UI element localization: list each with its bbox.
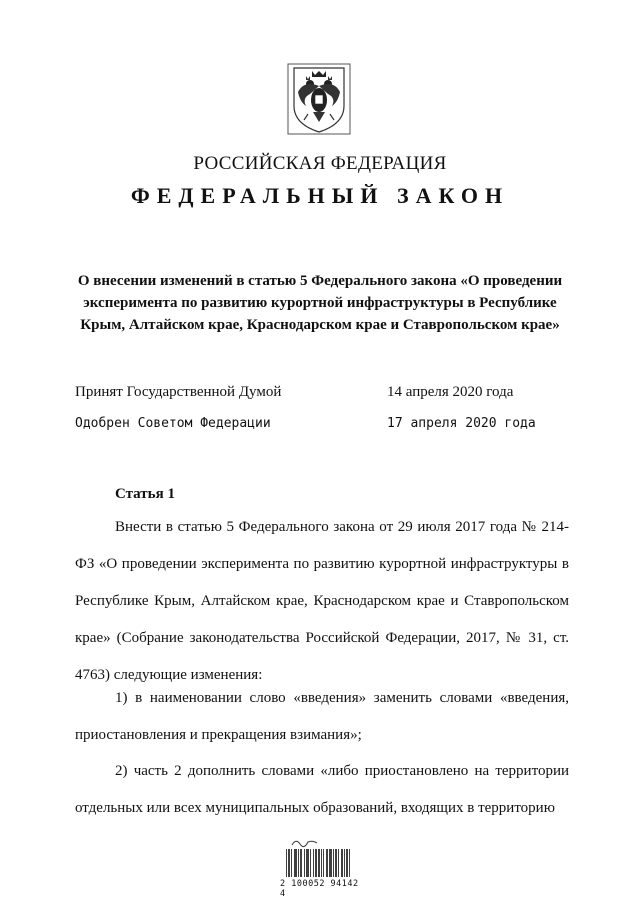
country-name: РОССИЙСКАЯ ФЕДЕРАЦИЯ [193,153,447,174]
document-type: ФЕДЕРАЛЬНЫЙ ЗАКОН [130,183,510,208]
article-heading: Статья 1 [115,486,175,502]
barcode-icon [286,849,350,877]
law-title: О внесении изменений в статью 5 Федерального закона «О проведении эксперимента по развитию курортной инфраструктуры в Республике Крым, Алтайском крае, Краснодарском крае и Ставропольском крае» [77,273,563,333]
council-approval-date: 17 апреля 2020 года [387,416,536,431]
paragraph-text: Внести в статью 5 Федерального закона от 29 июля 2017 года № 214-ФЗ «О проведении эксперимента по развитию курортной инфраструктуры в Республике Крым, Алтайском крае, Краснодарском крае и Ставропольском крае» (Собрание законодательства Российской Федерации, 2017, № 31, ст. 4763) следующие изменения: [75,519,569,683]
article-paragraph [75,680,569,754]
barcode-number: 2 100052 94142 4 [280,879,359,899]
barcode [278,836,359,899]
duma-adoption-date: 14 апреля 2020 года [387,384,514,400]
paragraph-text: 2) часть 2 дополнить словами «либо приостановлено на территории отдельных или всех муниципальных образований, входящих в территорию [75,763,569,816]
duma-adoption-label: Принят Государственной Думой [75,384,282,400]
paragraph-text: 1) в наименовании слово «введения» заменить словами «введения, приостановления и прекращения взимания»; [75,690,569,743]
article-paragraph [75,509,569,694]
article-paragraph [75,753,569,827]
russian-coat-of-arms-icon [286,62,352,136]
council-approval-label: Одобрен Советом Федерации [75,416,271,431]
